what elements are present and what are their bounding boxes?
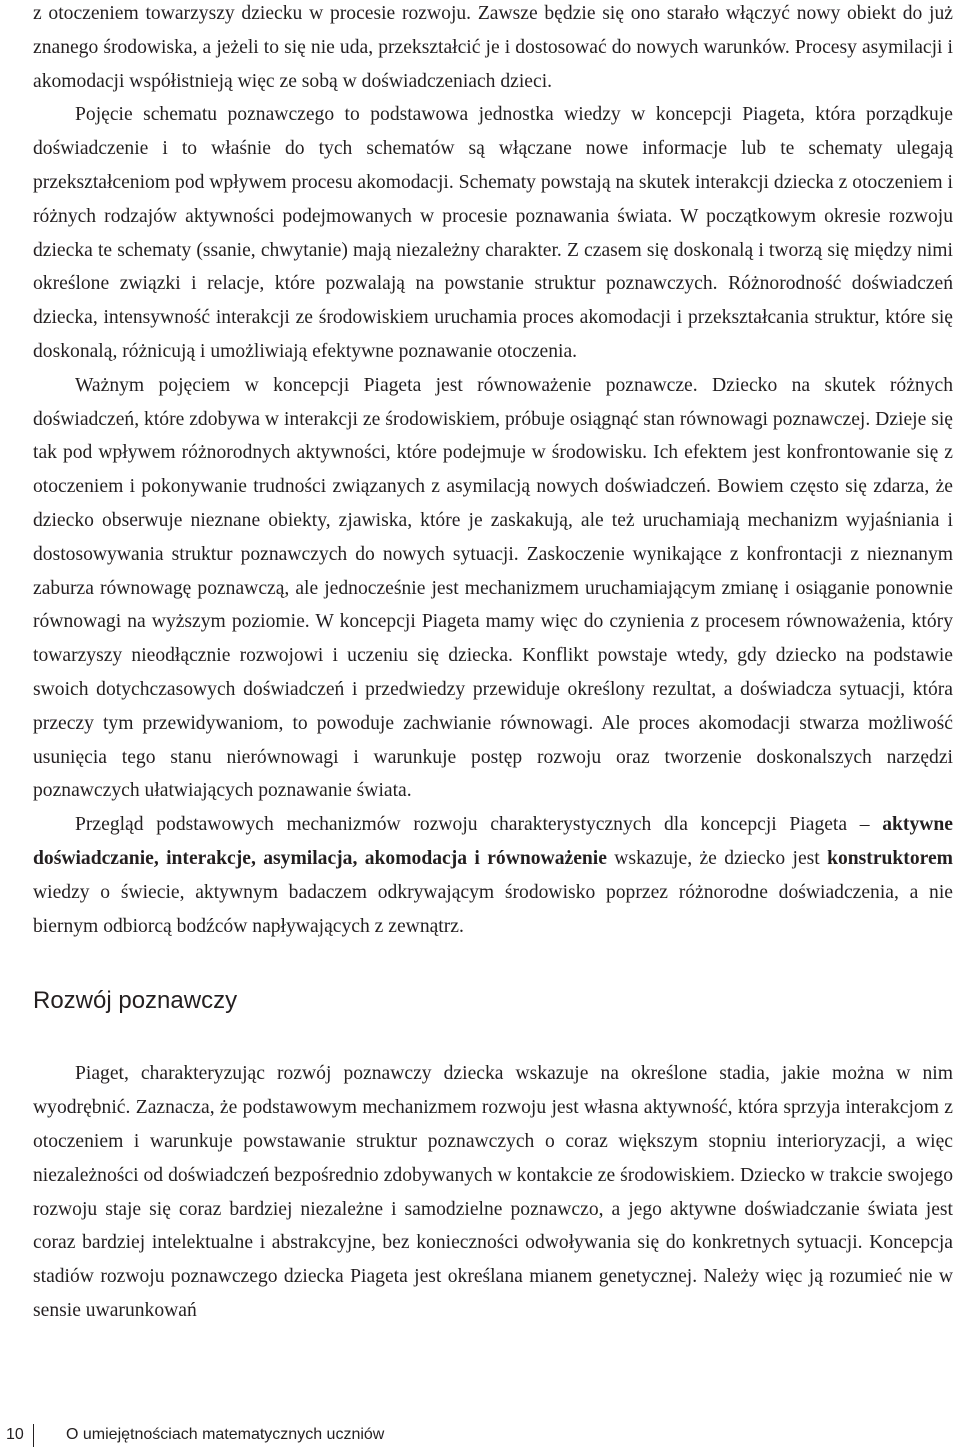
running-title: O umiejętnościach matematycznych uczniów bbox=[66, 1426, 385, 1443]
summary-text-part2: wskazuje, że dziecko jest bbox=[606, 847, 828, 869]
footer-divider bbox=[33, 1424, 34, 1447]
summary-text-part1: Przegląd podstawowych mechanizmów rozwoju charakterystycznych dla koncepcji Piageta – bbox=[75, 814, 883, 836]
summary-bold-mechanisms: aktywne doświadczanie, interakcje, asymilacja, akomodacja i równoważenie bbox=[33, 814, 953, 869]
paragraph-cognitive-schema: Pojęcie schematu poznawczego to podstawowa jednostka wiedzy w koncepcji Piageta, która porządkuje doświadczenie i to właśnie do tych schematów są włączane nowe informacje lub te schematy ulegają przekształceniom pod wpływem procesu akomodacji. Schematy powstają na skutek interakcji dziecka z otoczeniem i różnych rodzajów aktywności podejmowanych w procesie poznawania świata. W początkowym okresie rozwoju dziecka te schematy (ssanie, chwytanie) mają niezależny charakter. Z czasem się doskonalą i tworzą się między nimi określone związki i relacje, które pozwalają na powstanie struktur poznawczych. Różnorodność doświadczeń dziecka, intensywność interakcji ze środowiskiem uruchamia proces akomodacji i przekształcania struktur, które się doskonalą, różnicują i umożliwiają efektywne poznawanie otoczenia. bbox=[33, 104, 953, 362]
paragraph-cognitive-development: Piaget, charakteryzując rozwój poznawczy dziecka wskazuje na określone stadia, jakie można w nim wyodrębnić. Zaznacza, że podstawowym mechanizmem rozwoju jest własna aktywność, która sprzyja interakcjom z otoczeniem i warunkuje powstawanie struktur poznawczych o coraz większym stopniu interioryzacji, a więc niezależności od doświadczeń bezpośrednio zdobywanych w kontakcie ze środowiskiem. Dziecko w trakcie swojego rozwoju staje się coraz bardziej niezależne i samodzielne poznawczo, a jego aktywne doświadczanie świata jest coraz bardziej intelektualne i abstrakcyjne, bez konieczności odwoływania się do konkretnych sytuacji. Koncepcja stadiów rozwoju poznawczego dziecka Piageta jest określana mianem genetycznej. Należy więc ją rozumieć nie w sensie uwarunkowań bbox=[33, 1063, 953, 1321]
section-heading: Rozwój poznawczy bbox=[33, 987, 238, 1015]
page-number: 10 bbox=[6, 1426, 24, 1443]
paragraph-mechanisms-summary bbox=[33, 808, 953, 943]
paragraph-continuation: z otoczeniem towarzyszy dziecku w procesie rozwoju. Zawsze będzie się ono starało włączyć nowy obiekt do już znanego środowiska, a jeżeli to się nie uda, przekształcić je i dostosować do nowych warunków. Procesy asymilacji i akomodacji współistnieją więc ze sobą w doświadczeniach dzieci. bbox=[33, 3, 953, 92]
document-page bbox=[33, 0, 953, 1328]
summary-bold-constructor: konstruktorem bbox=[827, 847, 953, 869]
paragraph-cognitive-equilibration: Ważnym pojęciem w koncepcji Piageta jest równoważenie poznawcze. Dziecko na skutek różnych doświadczeń, które zdobywa w interakcji ze środowiskiem, próbuje osiągnąć stan równowagi poznawczej. Dzieje się tak pod wpływem różnorodnych aktywności, które podejmuje w środowisku. Ich efektem jest konfrontowanie się z otoczeniem i pokonywanie trudności związanych z asymilacją nowych doświadczeń. Bowiem często się zdarza, że dziecko obserwuje nieznane obiekty, zjawiska, które je zaskakują, ale też uruchamiają mechanizm wyjaśniania i dostosowywania struktur poznawczych do nowych sytuacji. Zaskoczenie wynikające z konfrontacji z nieznanym zaburza równowagę poznawczą, ale jednocześnie jest mechanizmem uruchamiającym zmianę i osiąganie ponownie równowagi na wyższym poziomie. W koncepcji Piageta mamy więc do czynienia z procesem równoważenia, który towarzyszy nieodłącznie rozwojowi i uczeniu się dziecka. Konflikt powstaje wtedy, gdy dziecko na podstawie swoich dotychczasowych doświadczeń i przedwiedzy przewiduje określony rezultat, a doświadcza sytuacji, która przeczy tym przewidywaniom, to powoduje zachwianie równowagi. Ale proces akomodacji stwarza możliwość usunięcia tego stanu nierównowagi i warunkuje postęp rozwoju oraz tworzenie doskonalszych narzędzi poznawczych ułatwiających poznawanie świata. bbox=[33, 374, 953, 802]
page-footer bbox=[0, 1424, 960, 1447]
summary-text-part3: wiedzy o świecie, aktywnym badaczem odkrywającym środowisko poprzez różnorodne doświadczenia, a nie biernym odbiorcą bodźców napływających z zewnątrz. bbox=[33, 881, 953, 937]
